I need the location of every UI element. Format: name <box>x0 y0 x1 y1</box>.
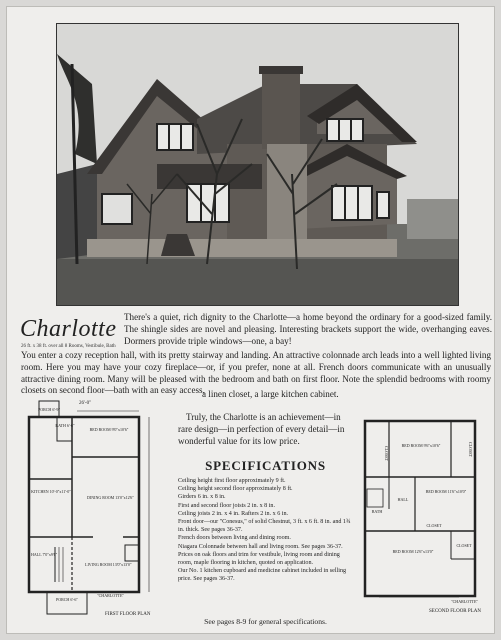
specifications-footer: See pages 8-9 for general specifications. <box>204 617 327 626</box>
spec-item: Front door—our "Conesus," of solid Chestnut, 3 ft. x 6 ft. 8 in. and 1¾ in. thick. See pages 36-37. <box>178 519 351 534</box>
second-floor-closet-middle-label: CLOSET <box>426 523 442 528</box>
catalog-page <box>6 6 495 634</box>
first-floor-bath-label: BATH 6'-6" <box>55 423 75 428</box>
spec-item: French doors between living and dining room. <box>178 535 291 542</box>
spec-item: Ceiling joists 2 in. x 4 in. Rafters 2 in. x 6 in. <box>178 510 289 517</box>
spec-item: Prices on oak floors and trim for vestibule, living room and dining room, maple flooring in kitchen, quoted on application. <box>178 551 340 567</box>
spec-item: Ceiling height second floor approximately 8 ft. <box>178 486 293 493</box>
second-floor-plan <box>359 419 492 619</box>
closing-paragraph <box>178 412 353 447</box>
closing-paragraph-text: Truly, the Charlotte is an achievement—in rare design—in perfection of every detail—in wonderful value for its low price. <box>178 412 345 446</box>
spec-item: Ceiling height first floor approximately 9 ft. <box>178 478 286 484</box>
first-floor-plan-title: FIRST FLOOR PLAN <box>105 612 151 617</box>
first-floor-living-room-label: LIVING ROOM 13'0"x13'0" <box>85 562 132 567</box>
first-floor-kitchen-label: KITCHEN 10'-0"x11'-0" <box>31 489 71 494</box>
first-floor-hall-label: HALL 7'0"x9'6" <box>31 552 58 557</box>
first-floor-dimension: 26'-0" <box>79 401 92 406</box>
spec-item: Niagara Colonnade between hall and living room. See pages 36-37. <box>178 543 343 550</box>
first-floor-porch-top-label: PORCH 6'-9" <box>37 407 61 412</box>
second-floor-hall-label: HALL <box>397 497 409 502</box>
specifications-heading: SPECIFICATIONS <box>205 458 326 473</box>
second-floor-plan-title: SECOND FLOOR PLAN <box>429 609 481 614</box>
second-floor-bed-room-bottom-label: BED ROOM 12'6"x13'0" <box>392 549 434 554</box>
description-paragraph-intro: There's a quiet, rich dignity to the Charlotte—a home beyond the ordinary for a good-sized family. The shingle sides are novel and pleasing. Interesting brackets support the wide, overhanging eaves. Dormers provide triple windows—one, a bay! <box>124 312 492 346</box>
second-floor-bath-label: BATH <box>371 509 383 514</box>
spec-item: Girders 6 in. x 8 in. <box>178 494 226 501</box>
second-floor-bed-room-middle-label: BED ROOM 11'6"x10'0" <box>425 489 467 494</box>
second-floor-bed-room-top-label: BED ROOM 9'6"x10'6" <box>401 443 441 448</box>
spec-item: First and second floor joists 2 in. x 8 in. <box>178 502 275 509</box>
house-size-summary: 26 ft. x 38 ft. over all 8 Rooms, Vestibule, Bath <box>21 344 116 349</box>
second-floor-closet-left-label: CLOSET <box>384 446 389 462</box>
description-paragraph-closing-line: a linen closet, a large kitchen cabinet. <box>202 389 339 399</box>
first-floor-dining-room-label: DINING ROOM 13'0"x12'6" <box>87 495 134 500</box>
second-floor-closet-right-label: CLOSET <box>468 442 473 458</box>
specifications-list <box>178 477 353 584</box>
second-floor-marker-label: "CHARLOTTE" <box>451 599 479 604</box>
first-floor-colonnade-label: "CHARLOTTE" <box>97 593 125 598</box>
description-interior-text: You enter a cozy reception hall, with its pretty stairway and landing. An attractive colonnade arch leads into a well lighted living room. Here you may have your cozy fireplace—or, if you prefer, none at all. French doors communicate with an unusually attractive dining room. Many will be pleased with the bedroom and bath on first floor. Note the splendid bedrooms with roomy closets on second floor—bath with an easy access, <box>21 350 491 396</box>
spec-item: Our No. 1 kitchen cupboard and medicine cabinet included in selling price. See pages 36-37. <box>178 568 347 583</box>
house-name: Charlotte <box>20 316 117 342</box>
second-floor-closet-bottom-label: CLOSET <box>456 543 472 548</box>
house-photograph <box>56 23 459 306</box>
first-floor-porch-front-label: PORCH 6'-6" <box>55 597 79 602</box>
first-floor-bed-room-label: BED ROOM 9'0"x10'6" <box>89 427 129 432</box>
house-illustration <box>57 24 458 305</box>
first-floor-plan <box>17 397 169 623</box>
